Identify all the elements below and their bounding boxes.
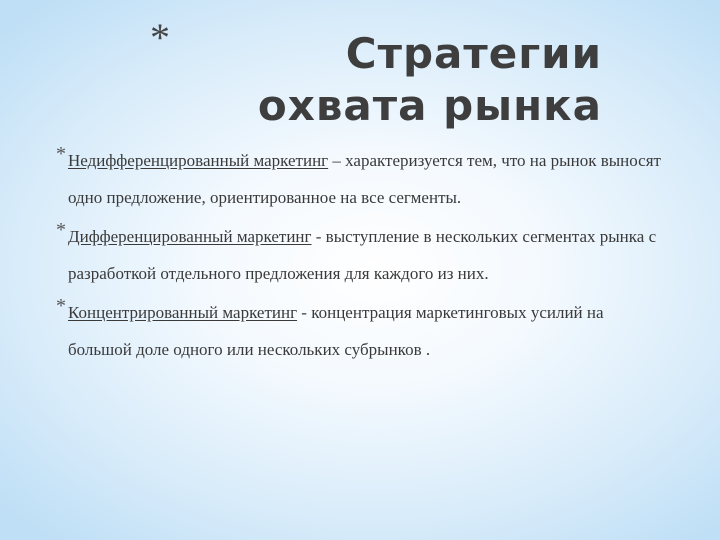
bullet-marker: * — [56, 143, 66, 165]
bullet-text: - концентрация маркетинговых усилий на большой доле одного или нескольких субрынков . — [68, 303, 604, 359]
title-bullet-marker: * — [150, 15, 170, 60]
bullet-list — [56, 142, 666, 368]
bullet-item-undifferentiated — [56, 142, 666, 216]
bullet-marker: * — [56, 219, 66, 241]
bullet-term: Дифференцированный маркетинг — [68, 227, 312, 246]
bullet-text: - выступление в нескольких сегментах рынка с разработкой отдельного предложения для каждого из них. — [68, 227, 657, 283]
bullet-term: Недифференцированный маркетинг — [68, 151, 329, 170]
bullet-text: – характеризуется тем, что на рынок выносят одно предложение, ориентированное на все сегменты. — [68, 151, 661, 207]
bullet-item-differentiated — [56, 218, 666, 292]
bullet-item-concentrated — [56, 294, 666, 368]
slide-title: Стратегии охвата рынка — [257, 29, 602, 130]
bullet-marker: * — [56, 295, 66, 317]
bullet-term: Концентрированный маркетинг — [68, 303, 298, 322]
